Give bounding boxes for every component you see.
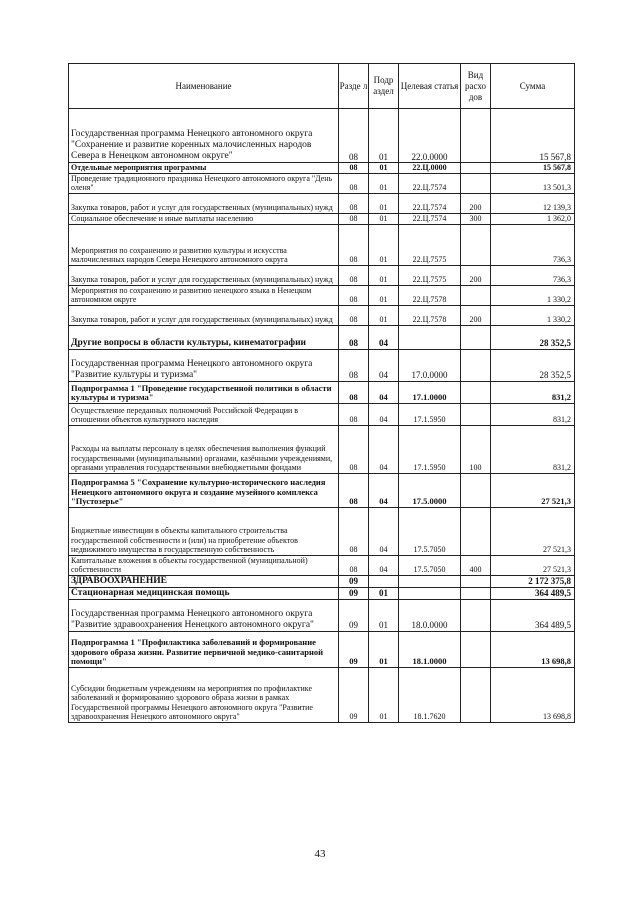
row-vid-cell [461, 507, 491, 555]
table-row [69, 381, 575, 403]
row-vid-cell [461, 163, 491, 174]
table-row [69, 507, 575, 555]
row-statya-cell [399, 325, 461, 349]
row-vid-cell [461, 575, 491, 587]
row-summa-cell: 27 521,3 [491, 473, 575, 507]
row-summa-cell: 831,2 [491, 425, 575, 473]
row-podrazdel-cell [369, 575, 399, 587]
table-row [69, 403, 575, 425]
row-name-cell: Подпрограмма 1 "Профилактика заболеваний и формирование здорового образа жизни. Развитие первичной медико-санитарной помощи" [69, 631, 339, 667]
table-row [69, 193, 575, 213]
row-podrazdel-cell: 04 [369, 425, 399, 473]
row-vid-cell: 300 [461, 213, 491, 224]
row-statya-cell: 22.Ц.7574 [399, 193, 461, 213]
table-row [69, 425, 575, 473]
row-podrazdel-cell: 01 [369, 667, 399, 722]
row-name-cell: Другие вопросы в области культуры, кинематографии [69, 325, 339, 349]
row-summa-cell: 364 489,5 [491, 599, 575, 631]
row-razdel-cell: 08 [339, 555, 369, 575]
budget-table-container [68, 63, 574, 723]
row-vid-cell: 400 [461, 555, 491, 575]
row-podrazdel-cell: 01 [369, 285, 399, 305]
row-podrazdel-cell: 04 [369, 473, 399, 507]
row-summa-cell: 831,2 [491, 403, 575, 425]
row-podrazdel-cell: 01 [369, 109, 399, 163]
row-name-cell: Социальное обеспечение и иные выплаты населению [69, 213, 339, 224]
table-row [69, 265, 575, 285]
row-vid-cell [461, 285, 491, 305]
row-podrazdel-cell: 04 [369, 403, 399, 425]
row-summa-cell: 27 521,3 [491, 507, 575, 555]
row-razdel-cell: 08 [339, 381, 369, 403]
row-podrazdel-cell: 01 [369, 599, 399, 631]
row-statya-cell: 17.1.0000 [399, 381, 461, 403]
row-vid-cell: 200 [461, 305, 491, 325]
row-podrazdel-cell: 04 [369, 555, 399, 575]
row-podrazdel-cell: 01 [369, 587, 399, 599]
row-razdel-cell: 08 [339, 349, 369, 381]
row-razdel-cell: 08 [339, 213, 369, 224]
row-summa-cell: 2 172 375,8 [491, 575, 575, 587]
row-name-cell: Подпрограмма 1 "Проведение государственной политики в области культуры и туризма" [69, 381, 339, 403]
table-row [69, 109, 575, 163]
table-row [69, 305, 575, 325]
row-name-cell: Государственная программа Ненецкого автономного округа "Развитие культуры и туризма" [69, 349, 339, 381]
row-vid-cell: 200 [461, 193, 491, 213]
row-podrazdel-cell: 01 [369, 173, 399, 193]
row-razdel-cell: 08 [339, 109, 369, 163]
row-razdel-cell: 08 [339, 265, 369, 285]
row-razdel-cell: 09 [339, 587, 369, 599]
row-razdel-cell: 09 [339, 575, 369, 587]
col-header-vid: Вид расхо дов [461, 64, 491, 109]
row-razdel-cell: 08 [339, 163, 369, 174]
page-number: 43 [314, 848, 326, 860]
row-name-cell: Субсидии бюджетным учреждениям на мероприятия по профилактике заболеваний и формированию здорового образа жизни в рамках Государственной программы Ненецкого автономного округа "Развитие здравоохранения Ненецкого автономного округа" [69, 667, 339, 722]
table-row [69, 631, 575, 667]
row-name-cell: Мероприятия по сохранению и развитию ненецкого языка в Ненецком автономном округе [69, 285, 339, 305]
row-podrazdel-cell: 01 [369, 265, 399, 285]
table-row [69, 667, 575, 722]
row-summa-cell: 28 352,5 [491, 325, 575, 349]
row-podrazdel-cell: 01 [369, 163, 399, 174]
row-summa-cell: 736,3 [491, 224, 575, 265]
row-podrazdel-cell: 04 [369, 325, 399, 349]
row-vid-cell [461, 403, 491, 425]
row-statya-cell: 22.Ц.7578 [399, 305, 461, 325]
row-statya-cell: 22.Ц.7574 [399, 173, 461, 193]
row-podrazdel-cell: 01 [369, 224, 399, 265]
table-row [69, 587, 575, 599]
row-summa-cell: 364 489,5 [491, 587, 575, 599]
row-statya-cell: 18.1.7620 [399, 667, 461, 722]
row-vid-cell [461, 349, 491, 381]
row-name-cell: Бюджетные инвестиции в объекты капитального строительства государственной собственности и (или) на приобретение объектов недвижимого имущества в государственную собственность [69, 507, 339, 555]
row-podrazdel-cell: 04 [369, 381, 399, 403]
table-row [69, 285, 575, 305]
row-podrazdel-cell: 01 [369, 193, 399, 213]
row-name-cell: Расходы на выплаты персоналу в целях обеспечения выполнения функций государственными (муниципальными) органами, казёнными учреждениями, органами управления государственными внебюджетными фондами [69, 425, 339, 473]
row-vid-cell [461, 667, 491, 722]
row-statya-cell: 17.0.0000 [399, 349, 461, 381]
row-razdel-cell: 08 [339, 403, 369, 425]
table-row [69, 555, 575, 575]
row-name-cell: Стационарная медицинская помощь [69, 587, 339, 599]
row-statya-cell [399, 575, 461, 587]
row-summa-cell: 1 330,2 [491, 305, 575, 325]
row-vid-cell [461, 173, 491, 193]
row-podrazdel-cell: 01 [369, 213, 399, 224]
row-razdel-cell: 09 [339, 631, 369, 667]
row-summa-cell: 1 362,0 [491, 213, 575, 224]
row-razdel-cell: 08 [339, 173, 369, 193]
row-podrazdel-cell: 04 [369, 349, 399, 381]
row-vid-cell [461, 109, 491, 163]
row-name-cell: Капитальные вложения в объекты государственной (муниципальной) собственности [69, 555, 339, 575]
row-razdel-cell: 08 [339, 193, 369, 213]
row-statya-cell: 22.Ц.7575 [399, 224, 461, 265]
table-row [69, 575, 575, 587]
col-header-podrazdel: Подр аздел [369, 64, 399, 109]
row-vid-cell [461, 224, 491, 265]
table-row [69, 224, 575, 265]
row-razdel-cell: 08 [339, 224, 369, 265]
row-vid-cell: 100 [461, 425, 491, 473]
row-statya-cell: 17.1.5950 [399, 425, 461, 473]
row-vid-cell: 200 [461, 265, 491, 285]
row-name-cell: Мероприятия по сохранению и развитию культуры и искусства малочисленных народов Севера Ненецкого автономного округа [69, 224, 339, 265]
row-razdel-cell: 09 [339, 667, 369, 722]
row-razdel-cell: 08 [339, 305, 369, 325]
row-statya-cell [399, 587, 461, 599]
row-statya-cell: 17.5.7050 [399, 507, 461, 555]
row-statya-cell: 22.Ц.7578 [399, 285, 461, 305]
col-header-razdel: Разде л [339, 64, 369, 109]
row-vid-cell [461, 473, 491, 507]
row-summa-cell: 12 139,3 [491, 193, 575, 213]
row-podrazdel-cell: 01 [369, 305, 399, 325]
table-row [69, 325, 575, 349]
table-row [69, 213, 575, 224]
table-row [69, 473, 575, 507]
table-row [69, 599, 575, 631]
row-summa-cell: 831,2 [491, 381, 575, 403]
row-name-cell: Государственная программа Ненецкого автономного округа "Сохранение и развитие коренных малочисленных народов Севера в Ненецком автономном округе" [69, 109, 339, 163]
row-summa-cell: 736,3 [491, 265, 575, 285]
row-razdel-cell: 08 [339, 425, 369, 473]
row-razdel-cell: 08 [339, 325, 369, 349]
row-summa-cell: 13 698,8 [491, 631, 575, 667]
row-name-cell: Подпрограмма 5 "Сохранение культурно-исторического наследия Ненецкого автономного округа и создание музейного комплекса "Пустозерье" [69, 473, 339, 507]
row-statya-cell: 18.1.0000 [399, 631, 461, 667]
row-razdel-cell: 08 [339, 285, 369, 305]
row-summa-cell: 27 521,3 [491, 555, 575, 575]
budget-table [68, 63, 575, 723]
row-statya-cell: 22.Ц.7575 [399, 265, 461, 285]
row-statya-cell: 22.Ц.0000 [399, 163, 461, 174]
row-vid-cell [461, 325, 491, 349]
row-name-cell: Проведение традиционного праздника Ненецкого автономного округа "День оленя" [69, 173, 339, 193]
col-header-summa: Сумма [491, 64, 575, 109]
table-row [69, 349, 575, 381]
row-summa-cell: 13 698,8 [491, 667, 575, 722]
row-statya-cell: 17.1.5950 [399, 403, 461, 425]
row-summa-cell: 15 567,8 [491, 163, 575, 174]
row-vid-cell [461, 381, 491, 403]
row-name-cell: Закупка товаров, работ и услуг для государственных (муниципальных) нужд [69, 265, 339, 285]
row-name-cell: Государственная программа Ненецкого автономного округа "Развитие здравоохранения Ненецкого автономного округа" [69, 599, 339, 631]
row-vid-cell [461, 599, 491, 631]
table-row [69, 173, 575, 193]
row-vid-cell [461, 587, 491, 599]
row-summa-cell: 13 501,3 [491, 173, 575, 193]
row-statya-cell: 17.5.0000 [399, 473, 461, 507]
row-summa-cell: 28 352,5 [491, 349, 575, 381]
table-body [69, 109, 575, 723]
row-razdel-cell: 08 [339, 507, 369, 555]
row-summa-cell: 1 330,2 [491, 285, 575, 305]
row-statya-cell: 22.0.0000 [399, 109, 461, 163]
row-razdel-cell: 09 [339, 599, 369, 631]
col-header-statya: Целевая статья [399, 64, 461, 109]
row-name-cell: ЗДРАВООХРАНЕНИЕ [69, 575, 339, 587]
row-name-cell: Отдельные мероприятия программы [69, 163, 339, 174]
row-razdel-cell: 08 [339, 473, 369, 507]
table-row [69, 163, 575, 174]
row-statya-cell: 18.0.0000 [399, 599, 461, 631]
row-statya-cell: 17.5.7050 [399, 555, 461, 575]
row-statya-cell: 22.Ц.7574 [399, 213, 461, 224]
row-podrazdel-cell: 04 [369, 507, 399, 555]
row-vid-cell [461, 631, 491, 667]
table-header-row [69, 64, 575, 109]
row-podrazdel-cell: 01 [369, 631, 399, 667]
col-header-name: Наименование [69, 64, 339, 109]
row-name-cell: Закупка товаров, работ и услуг для государственных (муниципальных) нужд [69, 193, 339, 213]
row-name-cell: Закупка товаров, работ и услуг для государственных (муниципальных) нужд [69, 305, 339, 325]
row-name-cell: Осуществление переданных полномочий Российской Федерации в отношении объектов культурного наследия [69, 403, 339, 425]
row-summa-cell: 15 567,8 [491, 109, 575, 163]
